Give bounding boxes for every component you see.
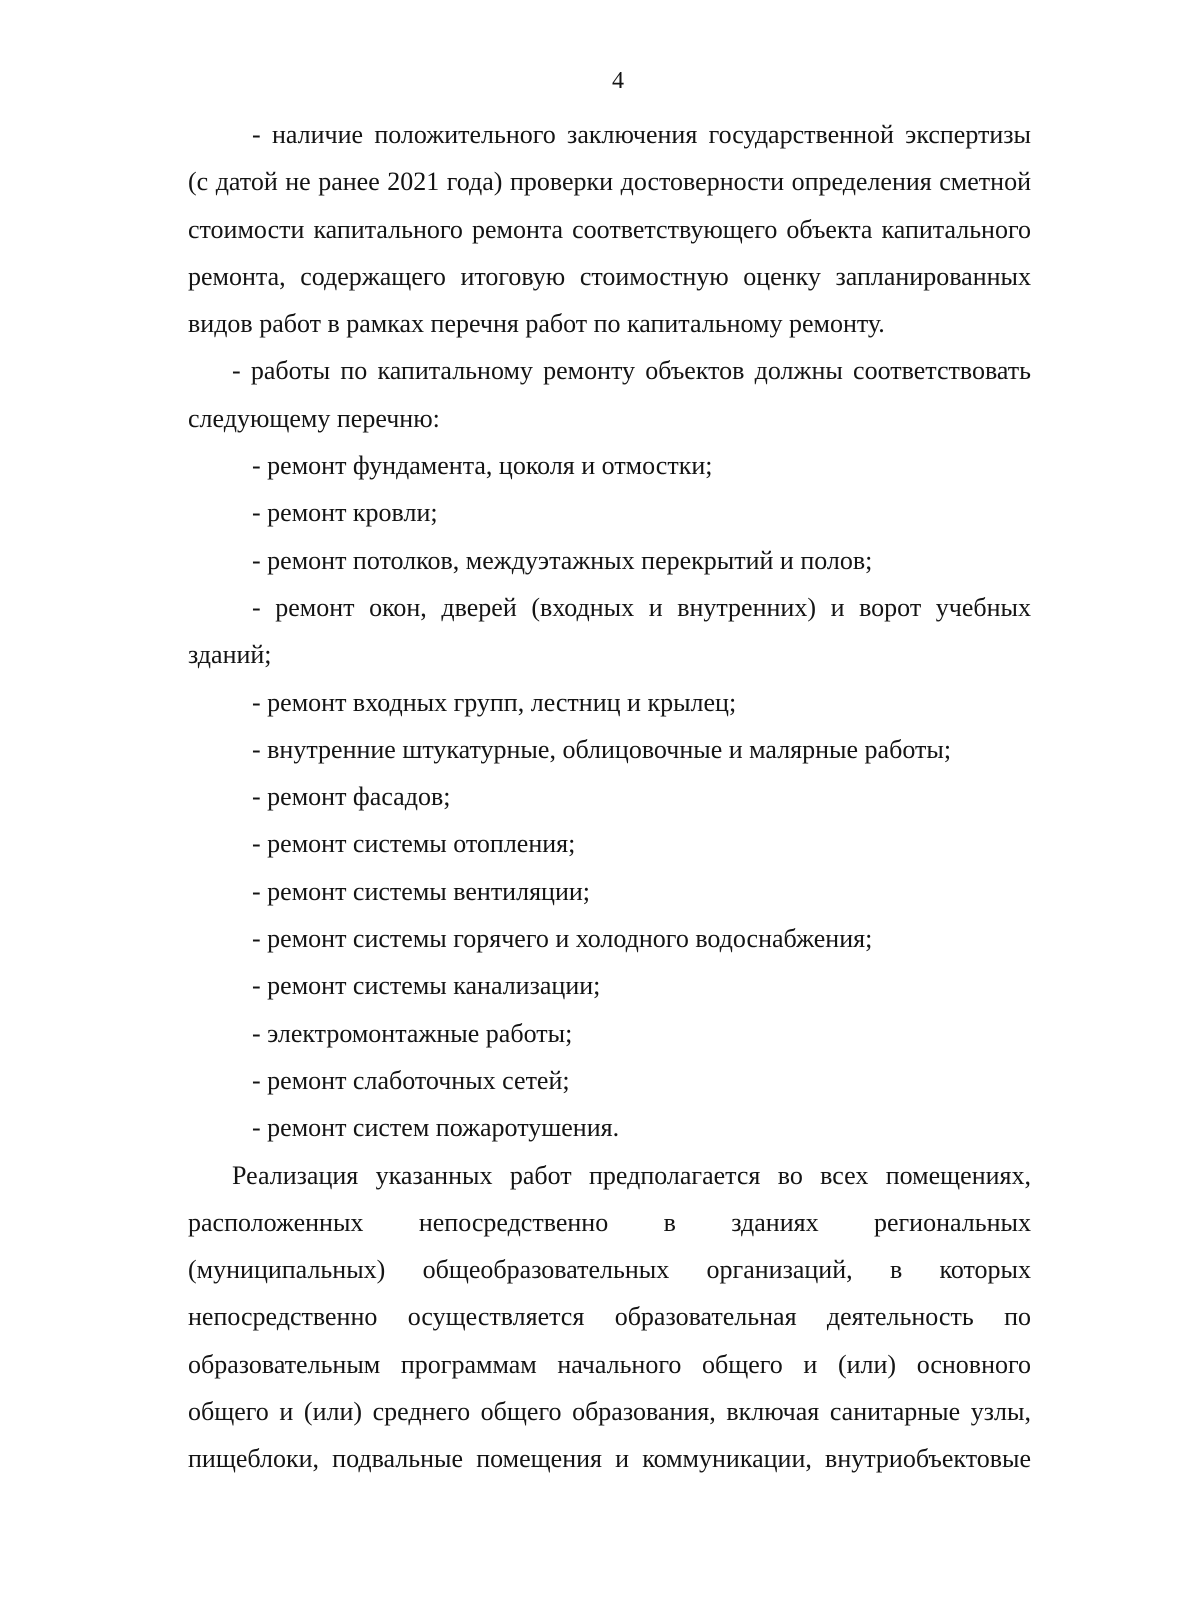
list-item: - внутренние штукатурные, облицовочные и малярные работы; (252, 734, 952, 764)
list-item: - ремонт окон, дверей (входных и внутренних) и ворот учебных зданий; (188, 592, 1031, 670)
list-item: - электромонтажные работы; (252, 1018, 573, 1048)
works-list (188, 442, 1031, 1151)
document-body (188, 111, 1031, 1483)
page-number: 4 (612, 68, 624, 94)
paragraph-implementation-scope: Реализация указанных работ предполагается во всех помещениях, расположенных непосредственно в зданиях региональных (муниципальных) общеобразовательных организаций, в которых непосредственно осуществляется образовательная деятельность по образовательным программам начального общего и (или) основного общего и (или) среднего общего образования, включая санитарные узлы, пищеблоки, подвальные помещения и коммуникации, внутриобъектовые (188, 1160, 1031, 1474)
paragraph-expertise-requirement: - наличие положительного заключения государственной экспертизы (с датой не ранее 2021 года) проверки достоверности определения сметной стоимости капитального ремонта соответствующего объекта капитального ремонта, содержащего итоговую стоимостную оценку запланированных видов работ в рамках перечня работ по капитальному ремонту. (188, 120, 1031, 339)
list-item: - ремонт фундамента, цоколя и отмостки; (252, 451, 713, 481)
list-item: - ремонт системы отопления; (252, 829, 576, 859)
list-item: - ремонт фасадов; (252, 782, 451, 812)
list-item: - ремонт кровли; (252, 498, 438, 528)
list-item: - ремонт системы горячего и холодного водоснабжения; (252, 924, 873, 954)
list-item: - ремонт потолков, междуэтажных перекрытий и полов; (252, 545, 873, 575)
paragraph-works-list-intro: - работы по капитальному ремонту объектов должны соответствовать следующему перечню: (188, 356, 1031, 433)
list-item: - ремонт входных групп, лестниц и крылец; (252, 687, 737, 717)
list-item: - ремонт систем пожаротушения. (252, 1113, 620, 1143)
list-item: - ремонт системы вентиляции; (252, 876, 590, 906)
list-item: - ремонт системы канализации; (252, 971, 601, 1001)
list-item: - ремонт слаботочных сетей; (252, 1065, 570, 1095)
